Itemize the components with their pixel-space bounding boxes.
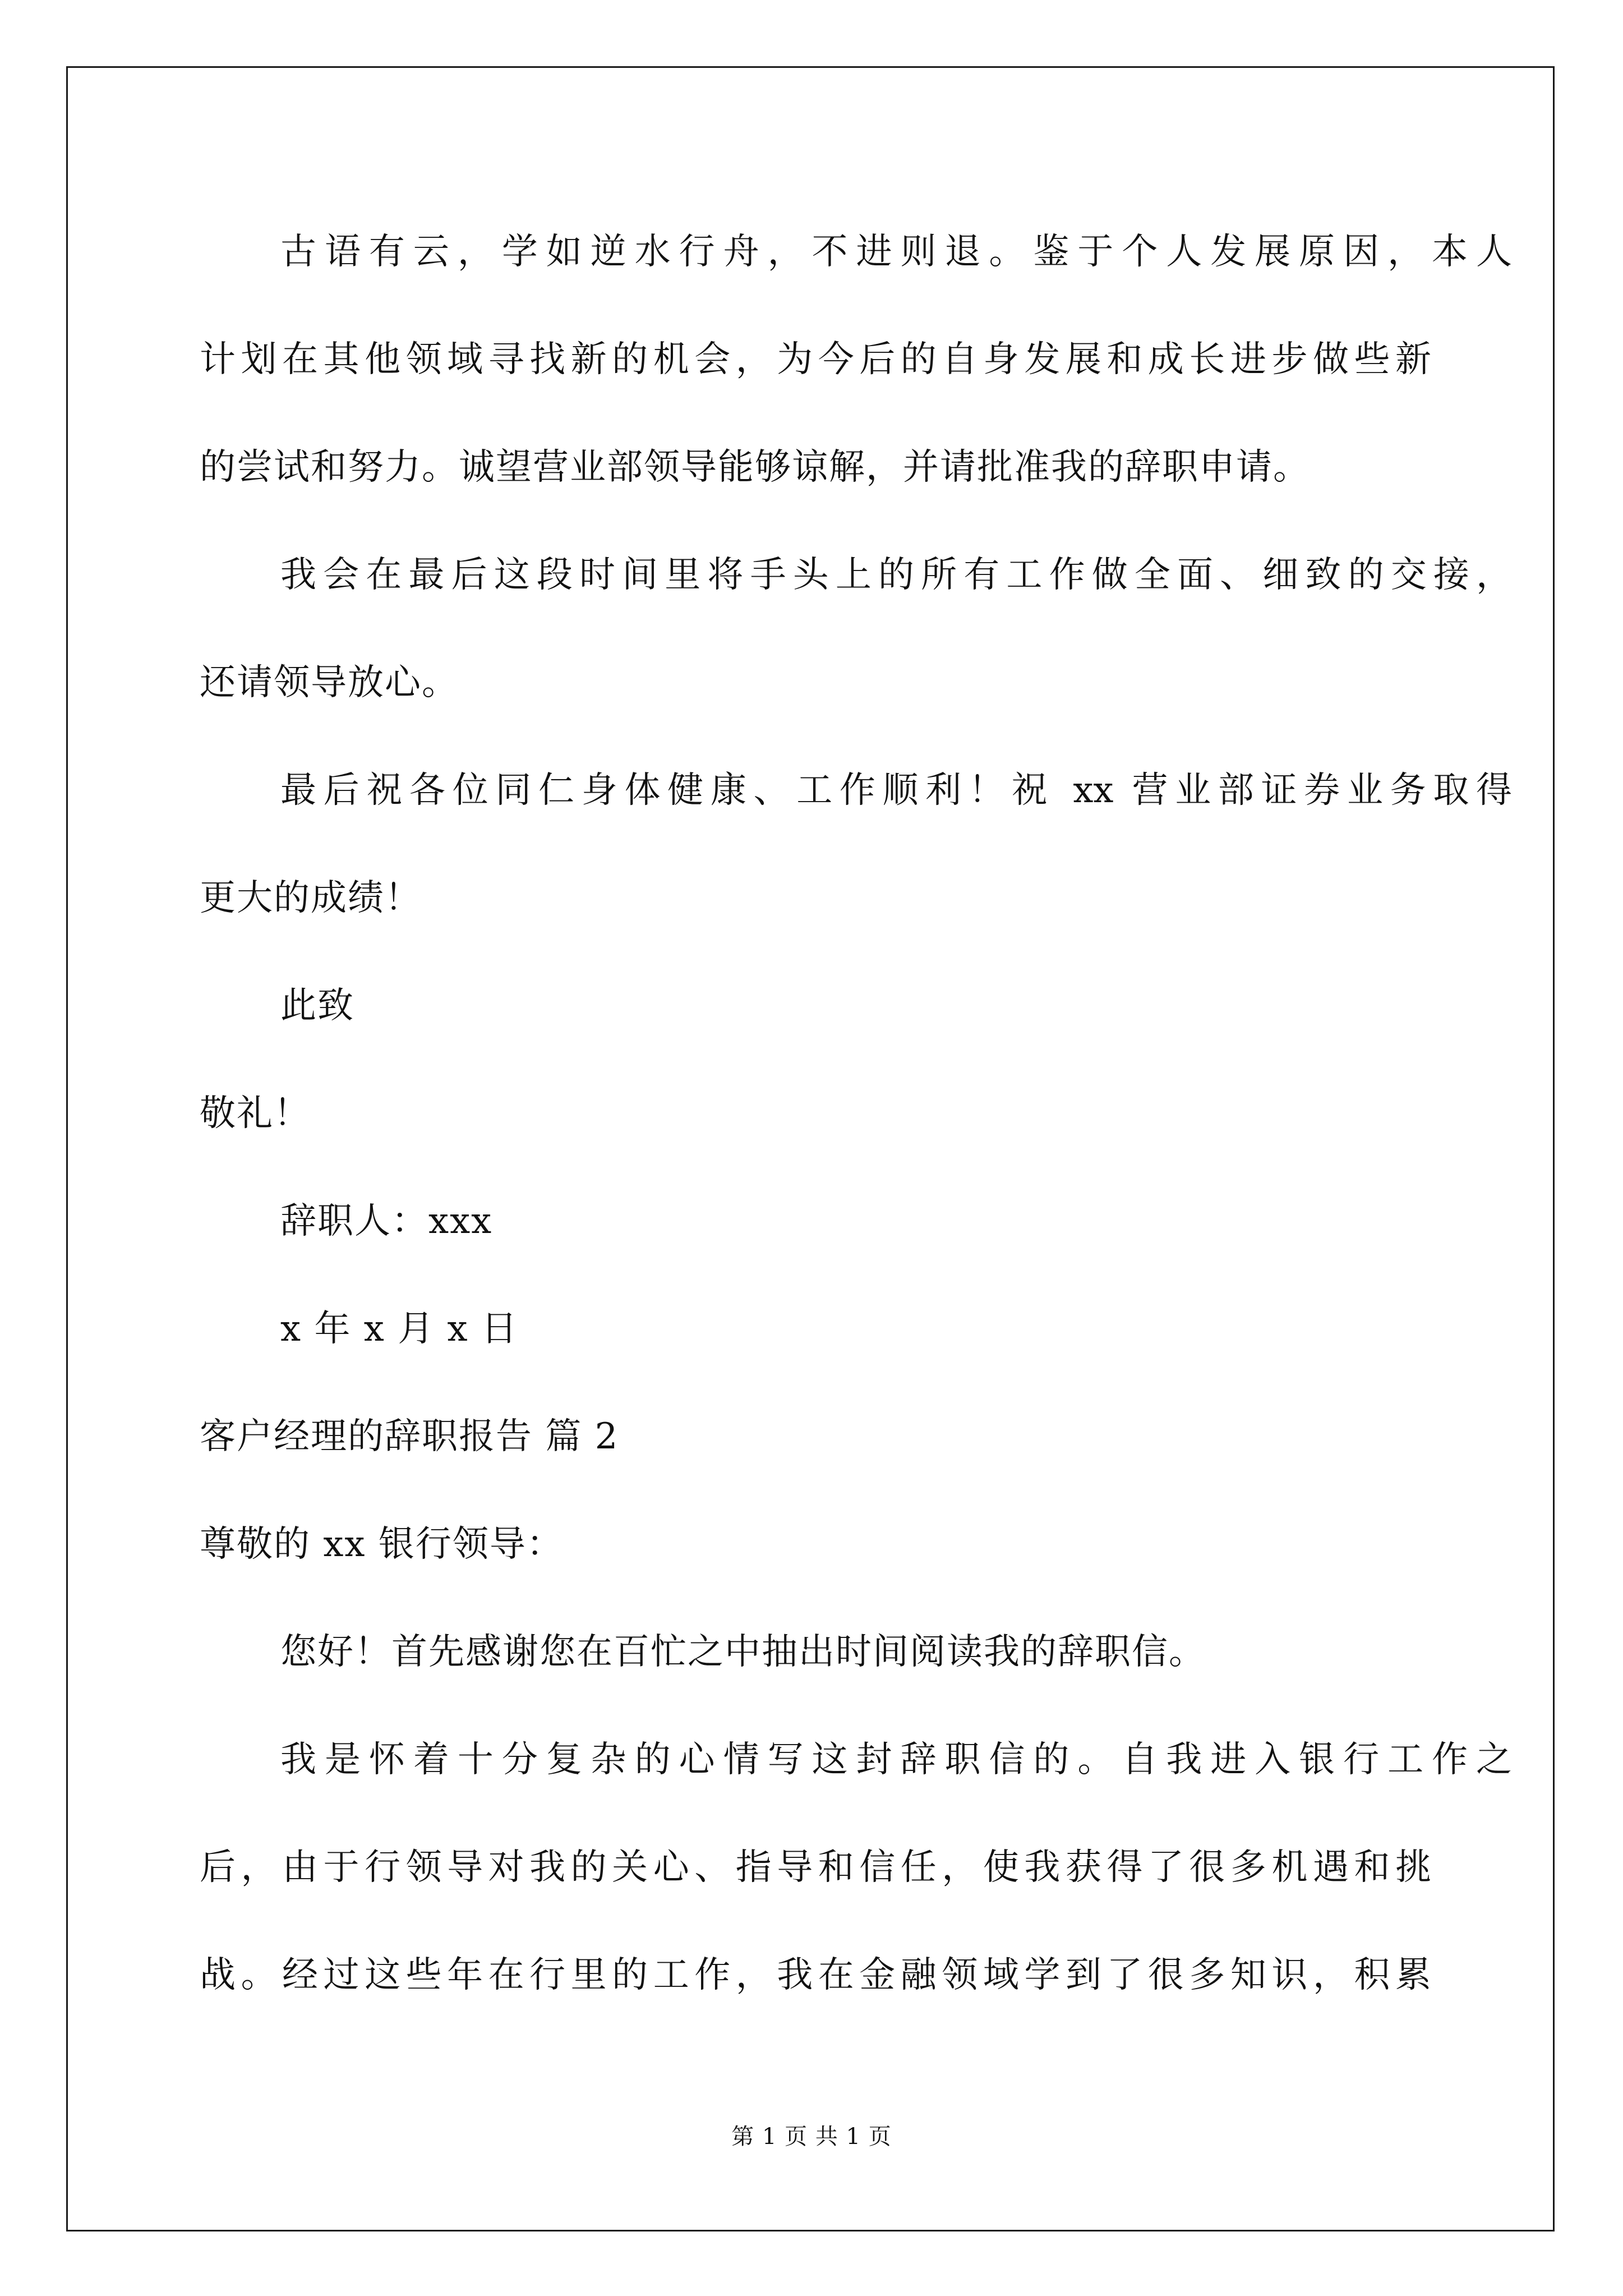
paragraph-line: 古语有云，学如逆水行舟，不进则退。鉴于个人发展原因，本人	[280, 231, 1512, 273]
letter-greeting: 尊敬的 xx 银行领导：	[200, 1524, 564, 1565]
closing-regards: 敬礼！	[200, 1093, 311, 1134]
paragraph-line: 我是怀着十分复杂的心情写这封辞职信的。自我进入银行工作之	[280, 1739, 1512, 1780]
paragraph-line: 战。经过这些年在行里的工作，我在金融领域学到了很多知识，积累	[200, 1954, 1431, 1996]
paragraph-line: 最后祝各位同仁身体健康、工作顺利！祝 xx 营业部证券业务取得	[280, 770, 1512, 811]
paragraph-line: 的尝试和努力。诚望营业部领导能够谅解，并请批准我的辞职申请。	[200, 447, 1310, 488]
page-border	[66, 66, 1555, 2231]
paragraph-line: 您好！首先感谢您在百忙之中抽出时间阅读我的辞职信。	[280, 1631, 1206, 1673]
section-heading: 客户经理的辞职报告 篇 2	[200, 1416, 619, 1457]
page-footer: 第 1 页 共 1 页	[731, 2124, 892, 2150]
paragraph-line: 我会在最后这段时间里将手头上的所有工作做全面、细致的交接，	[280, 554, 1512, 596]
paragraph-line: 还请领导放心。	[200, 662, 459, 703]
paragraph-line: 计划在其他领域寻找新的机会，为今后的自身发展和成长进步做些新	[200, 339, 1431, 380]
paragraph-line: 更大的成绩！	[200, 877, 422, 919]
paragraph-line: 后，由于行领导对我的关心、指导和信任，使我获得了很多机遇和挑	[200, 1847, 1431, 1888]
date-line: x 年 x 月 x 日	[280, 1308, 518, 1350]
closing-salutation: 此致	[280, 985, 354, 1027]
signature-line: 辞职人：xxx	[280, 1200, 493, 1242]
